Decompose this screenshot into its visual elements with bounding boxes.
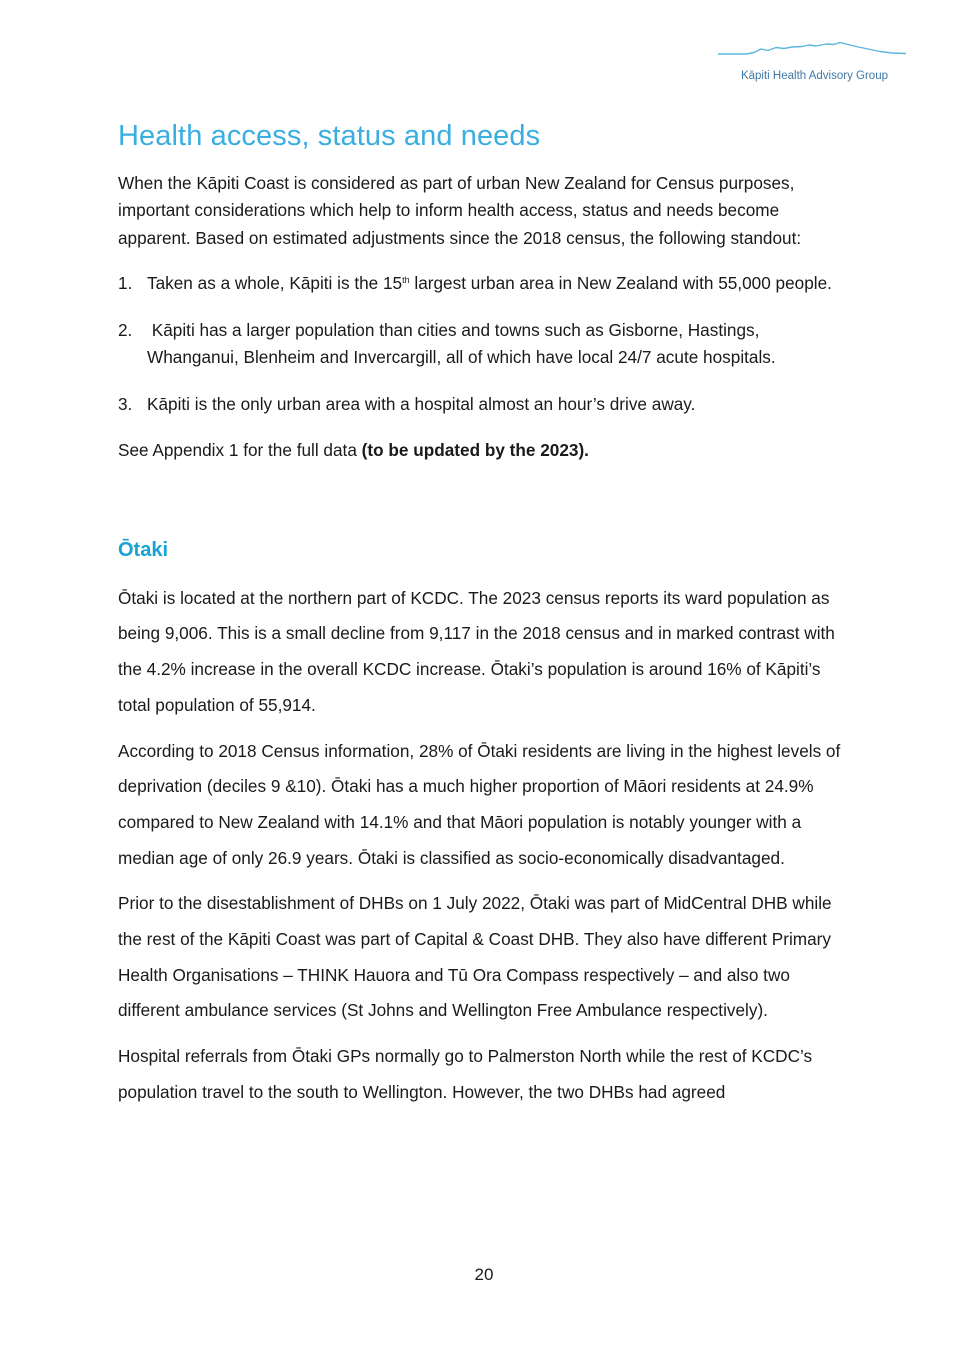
appendix-reference (118, 437, 853, 465)
otaki-paragraph: Ōtaki is located at the northern part of KCDC. The 2023 census reports its ward population as being 9,006. This is a small decline from 9,117 in the 2018 census and in marked contrast with the 4.2% increase in the overall KCDC increase. Ōtaki’s population is around 16% of Kāpiti’s total population of 55,914. (118, 587, 835, 715)
section-title: Health access, status and needs (118, 120, 541, 152)
list-item (118, 270, 853, 298)
header-logo (716, 38, 908, 88)
list-text: Kāpiti has a larger population than cities and towns such as Gisborne, Hastings, Whanganui, Blenheim and Invercargill, all of which have local 24/7 acute hospitals. (147, 319, 776, 368)
mountain-ridge-line-icon (716, 38, 908, 62)
organisation-name: Kāpiti Health Advisory Group (740, 70, 888, 82)
page-content (118, 118, 853, 1121)
appendix-text: See Appendix 1 for the full data (118, 440, 362, 461)
list-item (118, 391, 853, 419)
list-number: 3. (118, 393, 133, 414)
list-text: Taken as a whole, Kāpiti is the 15 (147, 273, 403, 294)
otaki-paragraph: According to 2018 Census information, 28% of Ōtaki residents are living in the highest levels of deprivation (deciles 9 &10). Ōtaki has a much higher proportion of Māori residents at 24.9% compared to New Zealand with 14.1% and that Māori population is notably younger with a median age of only 26.9 years. Ōtaki is classified as socio-economically disadvantaged. (118, 740, 841, 868)
list-text: largest urban area in New Zealand with 55,000 people. (409, 273, 832, 294)
list-text: Kāpiti is the only urban area with a hospital almost an hour’s drive away. (147, 393, 696, 414)
list-number: 1. (118, 273, 133, 294)
findings-list (118, 270, 853, 418)
otaki-paragraph: Hospital referrals from Ōtaki GPs normally go to Palmerston North while the rest of KCDC’s population travel to the south to Wellington. However, the two DHBs had agreed (118, 1046, 813, 1102)
intro-paragraph: When the Kāpiti Coast is considered as part of urban New Zealand for Census purposes, important considerations which help to inform health access, status and needs become apparent. Based on estimated adjustments since the 2018 census, the following standout: (118, 172, 802, 248)
appendix-note: (to be updated by the 2023). (361, 440, 589, 461)
otaki-paragraph: Prior to the disestablishment of DHBs on 1 July 2022, Ōtaki was part of MidCentral DHB while the rest of the Kāpiti Coast was part of Capital & Coast DHB. They also have different Primary Health Organisations – THINK Hauora and Tū Ora Compass respectively – and also two different ambulance services (St Johns and Wellington Free Ambulance respectively). (118, 893, 832, 1021)
list-item (118, 317, 853, 372)
otaki-heading: Ōtaki (118, 538, 169, 561)
ordinal-suffix: th (402, 275, 410, 286)
list-number: 2. (118, 319, 133, 340)
page-number: 20 (474, 1265, 494, 1284)
